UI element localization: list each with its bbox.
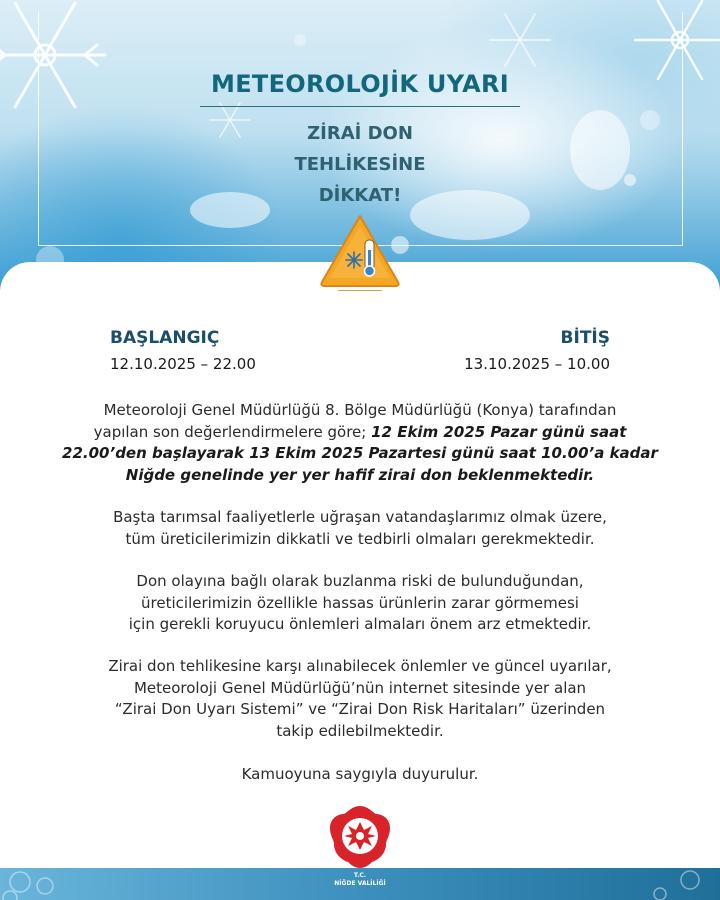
end-date: 13.10.2025 – 10.00 [464, 355, 610, 373]
text-line: “Zirai Don Uyarı Sistemi” ve “Zirai Don Risk Haritaları” üzerinden [114, 700, 606, 718]
text-line: Don olayına bağlı olarak buzlanma riski de bulunduğundan, [136, 572, 584, 590]
icon-underline [338, 290, 382, 291]
paragraph-farmers [40, 507, 680, 550]
text-line: Meteoroloji Genel Müdürlüğü 8. Bölge Müdürlüğü (Konya) tarafından [103, 401, 617, 419]
subtitle-line: DİKKAT! [318, 185, 402, 206]
org-line-1: T.C. [353, 872, 367, 879]
emphasis-text: 12 Ekim 2025 Pazar günü saat [371, 422, 627, 441]
page-subtitle [0, 118, 720, 211]
text-line: tüm üreticilerimizin dikkatli ve tedbirli olmaları gerekmektedir. [125, 529, 595, 548]
text-line: üreticilerimizin özellikle hassas ürünlerin zarar görmemesi [141, 593, 579, 612]
org-line-2: NİĞDE VALİLİĞİ [334, 880, 386, 887]
warning-triangle-icon [318, 212, 402, 288]
paragraph-resources [40, 656, 680, 742]
emphasis-text: Niğde genelinde yer yer hafif zirai don beklenmektedir. [125, 465, 595, 484]
text-line: Başta tarımsal faaliyetlerle uğraşan vatandaşlarımız olmak üzere, [113, 508, 607, 526]
closing-text: Kamuoyuna saygıyla duyurulur. [241, 765, 479, 783]
subtitle-line: ZİRAİ DON [307, 123, 413, 144]
text-line [40, 465, 680, 487]
text-line: takip edilebilmektedir. [276, 721, 444, 740]
text-line: Meteoroloji Genel Müdürlüğü’nün internet sitesinde yer alan [133, 678, 587, 697]
text-line: Zirai don tehlikesine karşı alınabilecek önlemler ve güncel uyarılar, [108, 657, 612, 675]
page-title: METEOROLOJİK UYARI [211, 70, 509, 98]
start-date: 12.10.2025 – 22.00 [110, 355, 256, 373]
paragraph-forecast [40, 400, 680, 486]
paragraph-icing [40, 571, 680, 636]
emphasis-text: 22.00’den başlayarak 13 Ekim 2025 Pazartesi günü saat 10.00’a kadar [62, 444, 658, 462]
text-line [40, 443, 680, 465]
subtitle-line: TEHLİKESİNE [294, 154, 426, 175]
nigde-valiligi-logo [328, 804, 392, 870]
text-line [40, 422, 680, 444]
start-label: BAŞLANGIÇ [110, 328, 220, 348]
title-divider [200, 106, 520, 107]
text-span: yapılan son değerlendirmelere göre; [93, 422, 372, 441]
text-line: için gerekli koruyucu önlemleri almaları önem arz etmektedir. [128, 615, 592, 633]
end-label: BİTİŞ [560, 328, 610, 348]
